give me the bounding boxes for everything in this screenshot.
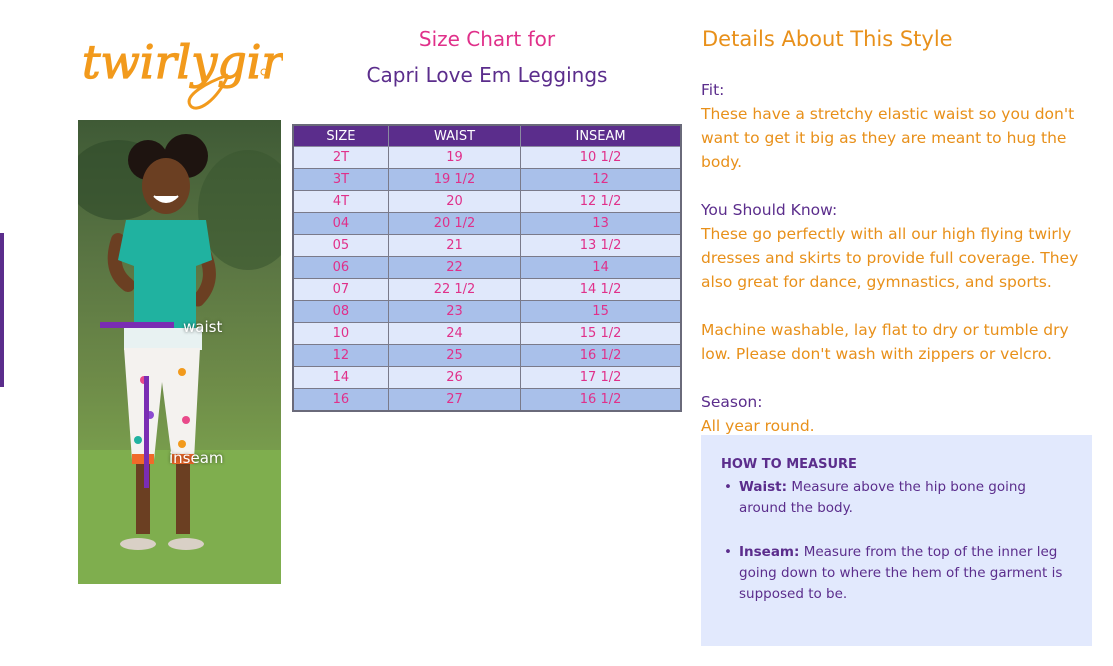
cell-waist: 19 <box>388 147 520 169</box>
cell-size: 12 <box>293 345 388 367</box>
cell-inseam: 17 1/2 <box>521 367 681 389</box>
product-name: Capri Love Em Leggings <box>366 63 608 87</box>
cell-waist: 19 1/2 <box>388 169 520 191</box>
cell-waist: 22 <box>388 257 520 279</box>
cell-waist: 22 1/2 <box>388 279 520 301</box>
table-header-row <box>293 125 681 147</box>
care-text: Machine washable, lay flat to dry or tumble dry low. Please don't wash with zippers or velcro. <box>701 321 1069 363</box>
table-row <box>293 367 681 389</box>
measure-term-inseam: Inseam: <box>739 544 800 560</box>
cell-size: 2T <box>293 147 388 169</box>
size-chart-title: Size Chart for <box>418 27 556 51</box>
girl-illustration <box>78 120 281 584</box>
cell-waist: 24 <box>388 323 520 345</box>
left-edge-bar <box>0 233 4 387</box>
inseam-label: inseam <box>169 449 224 467</box>
table-row <box>293 257 681 279</box>
measure-list <box>721 477 1077 628</box>
logo-wordmark: twirlygirl <box>82 35 283 89</box>
cell-waist: 25 <box>388 345 520 367</box>
cell-size: 06 <box>293 257 388 279</box>
cell-inseam: 14 <box>521 257 681 279</box>
table-row <box>293 323 681 345</box>
how-to-measure-title: HOW TO MEASURE <box>721 457 857 472</box>
size-table <box>292 124 682 412</box>
table-row <box>293 235 681 257</box>
cell-waist: 21 <box>388 235 520 257</box>
cell-size: 14 <box>293 367 388 389</box>
fit-label: Fit: <box>701 81 725 99</box>
list-item <box>721 542 1077 605</box>
cell-waist: 23 <box>388 301 520 323</box>
twirlygirl-logo-icon <box>78 20 283 120</box>
cell-inseam: 16 1/2 <box>521 389 681 412</box>
cell-waist: 20 <box>388 191 520 213</box>
column-header-size: SIZE <box>293 125 388 147</box>
table-row <box>293 389 681 412</box>
cell-inseam: 13 <box>521 213 681 235</box>
cell-inseam: 12 <box>521 169 681 191</box>
cell-inseam: 15 1/2 <box>521 323 681 345</box>
details-section <box>701 78 1101 438</box>
table-row <box>293 301 681 323</box>
know-label: You Should Know: <box>701 201 838 219</box>
list-item <box>721 477 1077 519</box>
season-label: Season: <box>701 393 763 411</box>
season-text: All year round. <box>701 417 815 435</box>
measure-text-inseam: Measure from the top of the inner leg going down to where the hem of the garment is supposed to be. <box>739 544 1063 602</box>
table-row <box>293 213 681 235</box>
cell-size: 10 <box>293 323 388 345</box>
cell-inseam: 15 <box>521 301 681 323</box>
waist-line <box>100 322 174 328</box>
cell-inseam: 12 1/2 <box>521 191 681 213</box>
cell-size: 07 <box>293 279 388 301</box>
brand-logo[interactable] <box>78 20 283 120</box>
how-to-measure-box <box>701 435 1092 646</box>
fit-text: These have a stretchy elastic waist so you don't want to get it big as they are meant to hug the body. <box>701 105 1075 171</box>
cell-size: 04 <box>293 213 388 235</box>
cell-waist: 26 <box>388 367 520 389</box>
cell-inseam: 14 1/2 <box>521 279 681 301</box>
column-header-inseam: INSEAM <box>521 125 681 147</box>
cell-waist: 20 1/2 <box>388 213 520 235</box>
inseam-line <box>144 376 149 488</box>
cell-size: 3T <box>293 169 388 191</box>
table-row <box>293 191 681 213</box>
measure-text-waist: Measure above the hip bone going around the body. <box>739 479 1026 516</box>
cell-inseam: 13 1/2 <box>521 235 681 257</box>
waist-label: waist <box>183 318 223 336</box>
cell-size: 4T <box>293 191 388 213</box>
know-text: These go perfectly with all our high flying twirly dresses and skirts to provide full coverage. They also great for dance, gymnastics, and sports. <box>701 225 1079 291</box>
cell-waist: 27 <box>388 389 520 412</box>
column-header-waist: WAIST <box>388 125 520 147</box>
table-row <box>293 279 681 301</box>
measure-term-waist: Waist: <box>739 479 788 495</box>
model-photo <box>78 120 281 584</box>
cell-size: 08 <box>293 301 388 323</box>
cell-size: 16 <box>293 389 388 412</box>
table-row <box>293 345 681 367</box>
table-row <box>293 169 681 191</box>
cell-inseam: 16 1/2 <box>521 345 681 367</box>
cell-inseam: 10 1/2 <box>521 147 681 169</box>
table-row <box>293 147 681 169</box>
cell-size: 05 <box>293 235 388 257</box>
details-heading: Details About This Style <box>702 27 953 51</box>
